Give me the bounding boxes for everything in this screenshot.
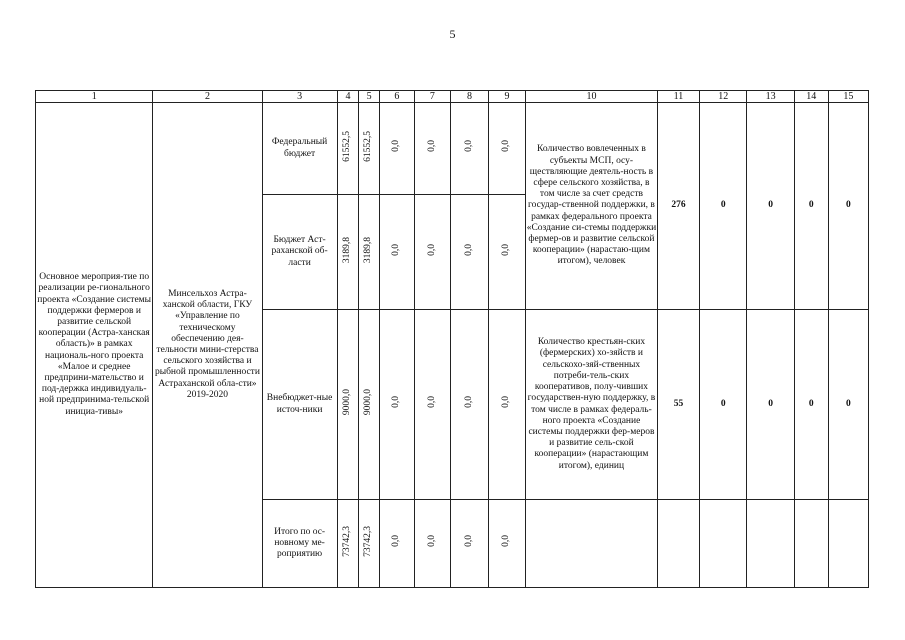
indicator-value-11: 276 <box>657 103 699 310</box>
value-cell <box>379 500 414 588</box>
value-cell <box>488 103 525 195</box>
header-row <box>36 91 869 103</box>
value-c7: 0,0 <box>426 243 437 256</box>
value-c6: 0,0 <box>391 140 402 153</box>
value-c5: 9000,0 <box>363 389 374 416</box>
empty-cell <box>794 500 828 588</box>
empty-cell <box>657 500 699 588</box>
empty-cell <box>828 500 868 588</box>
indicator-value-11: 55 <box>657 310 699 500</box>
value-cell <box>337 103 359 195</box>
value-c6: 0,0 <box>391 243 402 256</box>
value-c4: 9000,0 <box>342 389 353 416</box>
value-c8: 0,0 <box>463 140 474 153</box>
indicator-value-15: 0 <box>828 310 868 500</box>
source-label: Бюджет Аст-раханской об-ласти <box>271 235 328 268</box>
value-cell <box>488 310 525 500</box>
col-header-5: 5 <box>359 91 380 103</box>
table-row <box>36 103 869 195</box>
empty-cell <box>700 500 747 588</box>
page-number: 5 <box>449 27 456 41</box>
col-header-6: 6 <box>379 91 414 103</box>
indicator-value-15: 0 <box>828 103 868 310</box>
col-header-7: 7 <box>414 91 450 103</box>
empty-cell <box>747 500 794 588</box>
value-c6: 0,0 <box>391 535 402 548</box>
executor-text: Минсельхоз Астра-ханской области, ГКУ «Управление по техническому обеспечению дея-тельности мини-стерства сельского хозяйства и рыбной промышленности Астраханской обла-сти» 2019-2020 <box>154 288 260 400</box>
indicator-text: Количество крестьян-ских (фермерских) хо-зяйств и сельскохо-зяй-ственных потреби-тель-ских кооперативов, полу-чивших государствен-ную поддержку, в том числе в рамках федераль-ного проекта «Создание системы поддержки фер-меров и развитие сель-ской кооперации» (нарастающим итогом), единиц <box>527 337 656 471</box>
col-header-14: 14 <box>794 91 828 103</box>
value-c8: 0,0 <box>463 535 474 548</box>
col-header-3: 3 <box>262 91 337 103</box>
source-label: Внебюджет-ные источ-ники <box>266 393 333 415</box>
col-header-4: 4 <box>337 91 359 103</box>
col-header-9: 9 <box>488 91 525 103</box>
value-cell <box>488 195 525 310</box>
value-cell <box>359 103 380 195</box>
col-header-8: 8 <box>450 91 488 103</box>
indicator-value-14: 0 <box>794 310 828 500</box>
value-cell <box>450 103 488 195</box>
value-cell <box>379 195 414 310</box>
value-c8: 0,0 <box>463 243 474 256</box>
value-c9: 0,0 <box>501 535 512 548</box>
value-c7: 0,0 <box>426 140 437 153</box>
value-cell <box>337 310 359 500</box>
value-c7: 0,0 <box>426 396 437 409</box>
value-cell <box>337 195 359 310</box>
value-cell <box>359 195 380 310</box>
value-cell <box>414 310 450 500</box>
indicator-value-12: 0 <box>700 103 747 310</box>
value-cell <box>379 103 414 195</box>
value-cell <box>488 500 525 588</box>
indicator-value-14: 0 <box>794 103 828 310</box>
value-c5: 61552,5 <box>363 130 374 162</box>
value-c9: 0,0 <box>501 140 512 153</box>
col-header-10: 10 <box>526 91 658 103</box>
value-cell <box>414 500 450 588</box>
col-header-13: 13 <box>747 91 794 103</box>
value-cell <box>359 310 380 500</box>
source-label: Итого по ос-новному ме-роприятию <box>274 526 326 560</box>
value-c8: 0,0 <box>463 396 474 409</box>
value-cell <box>359 500 380 588</box>
value-c5: 3189,8 <box>363 236 374 263</box>
value-cell <box>379 310 414 500</box>
value-c9: 0,0 <box>501 243 512 256</box>
col-header-1: 1 <box>36 91 153 103</box>
indicator-value-12: 0 <box>700 310 747 500</box>
indicator-value-13: 0 <box>747 103 794 310</box>
value-c7: 0,0 <box>426 535 437 548</box>
executor-cell <box>153 103 262 588</box>
empty-cell <box>526 500 658 588</box>
value-c4: 61552,5 <box>342 130 353 162</box>
source-cell <box>262 195 337 310</box>
col-header-15: 15 <box>828 91 868 103</box>
col-header-12: 12 <box>700 91 747 103</box>
col-header-11: 11 <box>657 91 699 103</box>
activity-cell <box>36 103 153 588</box>
value-cell <box>450 500 488 588</box>
indicator-value-13: 0 <box>747 310 794 500</box>
indicator-text: Количество вовлеченных в субъекты МСП, осу-ществляющие деятель-ность в сфере сельского хозяйства, в том числе за счет средств государ-ственной поддержки, в рамках федерального проекта «Создание си-стемы поддержки фермер-ов и развитие сельской кооперации» (нарастаю-щим итогом), человек <box>526 144 657 267</box>
value-c4: 73742,3 <box>342 525 353 557</box>
value-c6: 0,0 <box>391 396 402 409</box>
value-cell <box>337 500 359 588</box>
value-c4: 3189,8 <box>342 236 353 263</box>
indicator-cell <box>526 310 658 500</box>
program-table <box>35 90 869 588</box>
value-cell <box>450 310 488 500</box>
value-cell <box>414 195 450 310</box>
source-cell <box>262 500 337 588</box>
value-cell <box>414 103 450 195</box>
source-cell <box>262 103 337 195</box>
source-cell <box>262 310 337 500</box>
value-c5: 73742,3 <box>363 525 374 557</box>
value-c9: 0,0 <box>501 396 512 409</box>
indicator-cell <box>526 103 658 310</box>
col-header-2: 2 <box>153 91 262 103</box>
source-label: Федеральный бюджет <box>271 137 328 159</box>
activity-text: Основное мероприя-тие по реализации ре-гионального проекта «Создание системы поддержки фермеров и развитие сельской кооперации (Астра-ханская область)» в рамках националь-ного проекта «Малое и среднее предприни-мательство и под-держка индивидуаль-ной предпринима-тельской инициа-тивы» <box>37 272 152 417</box>
value-cell <box>450 195 488 310</box>
